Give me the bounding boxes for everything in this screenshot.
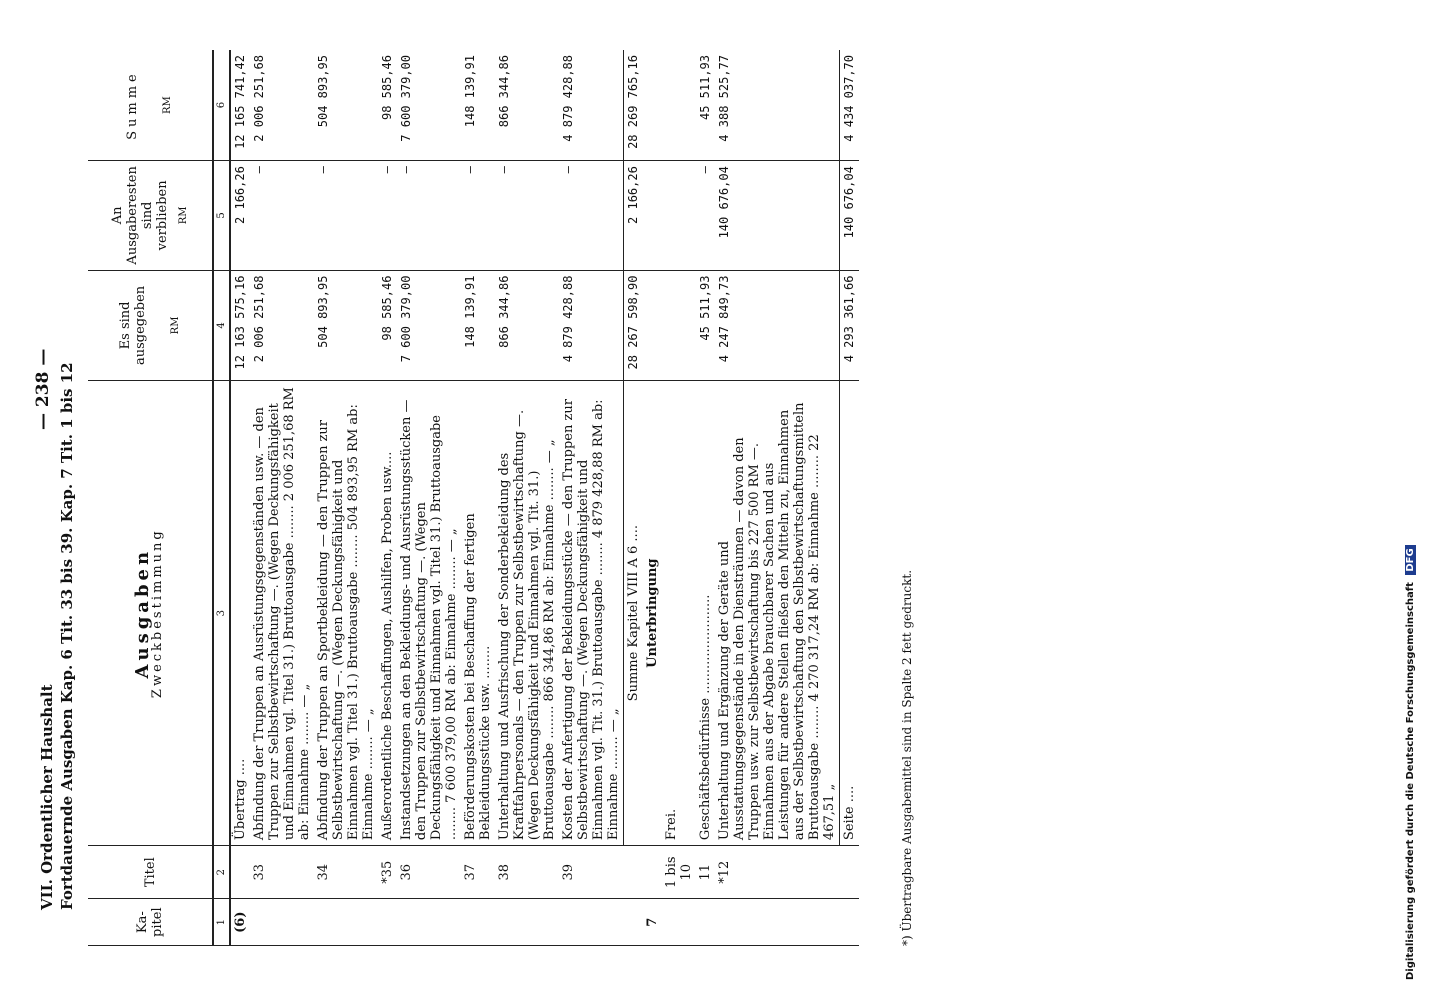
row-zweck: Übertrag .... [230, 381, 250, 846]
row-titel [643, 846, 662, 899]
dfg-logo: DFG [1405, 545, 1416, 574]
col-number: 5 [213, 161, 230, 270]
col-number: 2 [213, 846, 230, 899]
col-number: 1 [213, 899, 230, 946]
table-header-row [88, 50, 213, 946]
row-zweck: Seite .... [840, 381, 860, 846]
budget-table [88, 50, 859, 946]
row-kapitel [461, 899, 495, 946]
row-titel [230, 846, 250, 899]
row-ausgegeben: 7 600 379,00 [397, 270, 461, 381]
col4-unit: RM [169, 316, 181, 335]
row-titel [840, 846, 860, 899]
row-titel: *35 [378, 846, 397, 899]
row-zweck: Abfindung der Truppen an Ausrüstungsgegenständen usw. — den Truppen zur Selbstbewirtschaftung —. (Wegen Deckungsfähigkeit und Einnahmen vgl. Titel 31.) Bruttoausgabe ........ 2 006 251,68 RM ab: Einnahme ........ — „ [250, 381, 314, 846]
row-ausgegeben [643, 270, 662, 381]
table-row [495, 50, 559, 946]
row-reste: — [378, 161, 397, 270]
col-ausgegeben-header [88, 270, 213, 381]
col6-unit: RM [162, 96, 173, 114]
row-kapitel: (6) [230, 899, 250, 946]
row-ausgegeben: 2 006 251,68 [250, 270, 314, 381]
table-row [559, 50, 624, 946]
row-summe [662, 50, 696, 161]
row-zweck: Außerordentliche Beschaffungen, Aushilfen, Proben usw.... [378, 381, 397, 846]
row-kapitel [696, 899, 715, 946]
row-summe: 866 344,86 [495, 50, 559, 161]
row-ausgegeben: 4 293 361,66 [840, 270, 860, 381]
row-reste: — [559, 161, 624, 270]
row-summe: 45 511,93 [696, 50, 715, 161]
row-summe: 7 600 379,00 [397, 50, 461, 161]
col-reste-label: An Ausgaberesten sind verblieben [109, 166, 170, 265]
row-kapitel [624, 899, 644, 946]
table-row [624, 50, 644, 946]
row-reste: 140 676,04 [715, 161, 840, 270]
row-ausgegeben [662, 270, 696, 381]
col-ausgegeben-label: Es sind ausgegeben [117, 285, 148, 366]
row-zweck: Kosten der Anfertigung der Bekleidungsstücke — den Truppen zur Selbstbewirtschaftung —. (Wegen Deckungsfähigkeit und Einnahmen vgl. Tit. 31.) Bruttoausgabe ........ 4 879 428,88 RM ab: Einnahme ........ — „ [559, 381, 624, 846]
row-kapitel [662, 899, 696, 946]
row-kapitel [715, 899, 840, 946]
row-kapitel [314, 899, 378, 946]
row-reste: 2 166,26 [624, 161, 644, 270]
table-body [230, 50, 859, 946]
row-titel: 1 bis 10 [662, 846, 696, 899]
row-ausgegeben: 12 163 575,16 [230, 270, 250, 381]
table-row [662, 50, 696, 946]
row-zweck: Abfindung der Truppen an Sportbekleidung — den Truppen zur Selbstbewirtschaftung —. (Wegen Deckungsfähigkeit und Einnahmen vgl. Titel 31.) Bruttoausgabe ........ 504 893,95 RM ab: Einnahme ........ — „ [314, 381, 378, 846]
row-reste [643, 161, 662, 270]
row-kapitel [495, 899, 559, 946]
row-titel: *12 [715, 846, 840, 899]
col-titel-header: Titel [88, 846, 213, 899]
row-titel: 37 [461, 846, 495, 899]
row-ausgegeben: 504 893,95 [314, 270, 378, 381]
col-number: 3 [213, 381, 230, 846]
row-titel: 34 [314, 846, 378, 899]
row-summe: 148 139,91 [461, 50, 495, 161]
row-zweck: Unterhaltung und Ausfrischung der Sonderbekleidung des Kraftfahrpersonals — den Truppen zur Selbstbewirtschaftung —. (Wegen Deckungsfähigkeit und Einnahmen vgl. Tit. 31.) Bruttoausgabe ........ 866 344,86 RM ab: Einnahme ........ — „ [495, 381, 559, 846]
row-summe: 504 893,95 [314, 50, 378, 161]
row-ausgegeben: 4 247 849,73 [715, 270, 840, 381]
col-zweck-title: Ausgaben [132, 547, 153, 679]
row-reste: — [314, 161, 378, 270]
row-ausgegeben: 148 139,91 [461, 270, 495, 381]
col5-unit: RM [177, 206, 189, 225]
row-ausgegeben: 98 585,46 [378, 270, 397, 381]
row-kapitel [397, 899, 461, 946]
sponsor-note [1405, 545, 1416, 980]
col-reste-header [88, 161, 213, 270]
row-ausgegeben: 4 879 428,88 [559, 270, 624, 381]
row-reste: — [495, 161, 559, 270]
col-summe-label: Summe [125, 70, 140, 140]
page-number: — 238 — [33, 348, 53, 430]
column-number-row [213, 50, 230, 946]
row-summe: 28 269 765,16 [624, 50, 644, 161]
row-zweck: Unterbringung [643, 381, 662, 846]
table-row [715, 50, 840, 946]
row-titel: 36 [397, 846, 461, 899]
row-ausgegeben: 28 267 598,90 [624, 270, 644, 381]
col-summe-header [88, 50, 213, 161]
footnote: *) Übertragbare Ausgabemittel sind in Spalte 2 fett gedruckt. [900, 569, 914, 946]
section-subtitle: Fortdauernde Ausgaben Kap. 6 Tit. 33 bis 39. Kap. 7 Tit. 1 bis 12 [58, 362, 76, 910]
table-row [230, 50, 250, 946]
table-row [840, 50, 860, 946]
row-titel: 38 [495, 846, 559, 899]
row-zweck: Beförderungskosten bei Beschaffung der fertigen Bekleidungsstücke usw. ........ [461, 381, 495, 846]
table-row [696, 50, 715, 946]
row-reste: — [397, 161, 461, 270]
row-zweck: Frei. [662, 381, 696, 846]
col-number: 6 [213, 50, 230, 161]
row-ausgegeben: 866 344,86 [495, 270, 559, 381]
row-reste: 140 676,04 [840, 161, 860, 270]
row-summe: 4 879 428,88 [559, 50, 624, 161]
table-row [250, 50, 314, 946]
budget-sheet [30, 50, 1390, 950]
section-title: VII. Ordentlicher Haushalt [38, 684, 56, 910]
row-ausgegeben: 45 511,93 [696, 270, 715, 381]
row-titel: 33 [250, 846, 314, 899]
row-summe: 4 434 037,70 [840, 50, 860, 161]
row-summe: 2 006 251,68 [250, 50, 314, 161]
table-row [461, 50, 495, 946]
row-kapitel [559, 899, 624, 946]
table-row [378, 50, 397, 946]
row-kapitel [840, 899, 860, 946]
row-zweck: Summe Kapitel VIII A 6 .... [624, 381, 644, 846]
row-reste [662, 161, 696, 270]
row-zweck: Instandsetzungen an den Bekleidungs- und Ausrüstungsstücken — den Truppen zur Selbstbewirtschaftung —. (Wegen Deckungsfähigkeit und Einnahmen vgl. Titel 31.) Bruttoausgabe ........ 7 600 379,00 RM ab: Einnahme ........ — „ [397, 381, 461, 846]
row-titel: 11 [696, 846, 715, 899]
row-kapitel [250, 899, 314, 946]
row-reste: — [461, 161, 495, 270]
col-kapitel-header: Ka-pitel [88, 899, 213, 946]
row-titel [624, 846, 644, 899]
table-row [643, 50, 662, 946]
row-summe: 4 388 525,77 [715, 50, 840, 161]
row-kapitel: 7 [643, 899, 662, 946]
table-row [314, 50, 378, 946]
row-zweck: Unterhaltung und Ergänzung der Geräte und Ausstattungsgegenstände in den Diensträumen — davon den Truppen usw. zur Selbstbewirtschaftung bis 227 500 RM —. Einnahmen aus der Abgabe brauchbarer Sachen und aus Leistungen für andere Stellen fließen den Mitteln zu, Einnahmen aus der Selbstbewirtschaftung den Selbstbewirtschaftungsmitteln Bruttoausgabe ........ 4 270 317,24 RM ab: Einnahme ........ 22 467,51 „ [715, 381, 840, 846]
row-summe: 12 165 741,42 [230, 50, 250, 161]
sponsor-text: Digitalisierung gefördert durch die Deutsche Forschungsgemeinschaft [1405, 582, 1416, 980]
row-kapitel [378, 899, 397, 946]
row-reste: — [250, 161, 314, 270]
row-zweck: Geschäftsbedürfnisse ........................ [696, 381, 715, 846]
row-titel: 39 [559, 846, 624, 899]
row-reste: — [696, 161, 715, 270]
table-row [397, 50, 461, 946]
row-reste: 2 166,26 [230, 161, 250, 270]
col-number: 4 [213, 270, 230, 381]
row-summe: 98 585,46 [378, 50, 397, 161]
row-summe [643, 50, 662, 161]
col-zweck-subtitle: Zweckbestimmung [150, 528, 165, 699]
col-zweck-header [88, 381, 213, 846]
